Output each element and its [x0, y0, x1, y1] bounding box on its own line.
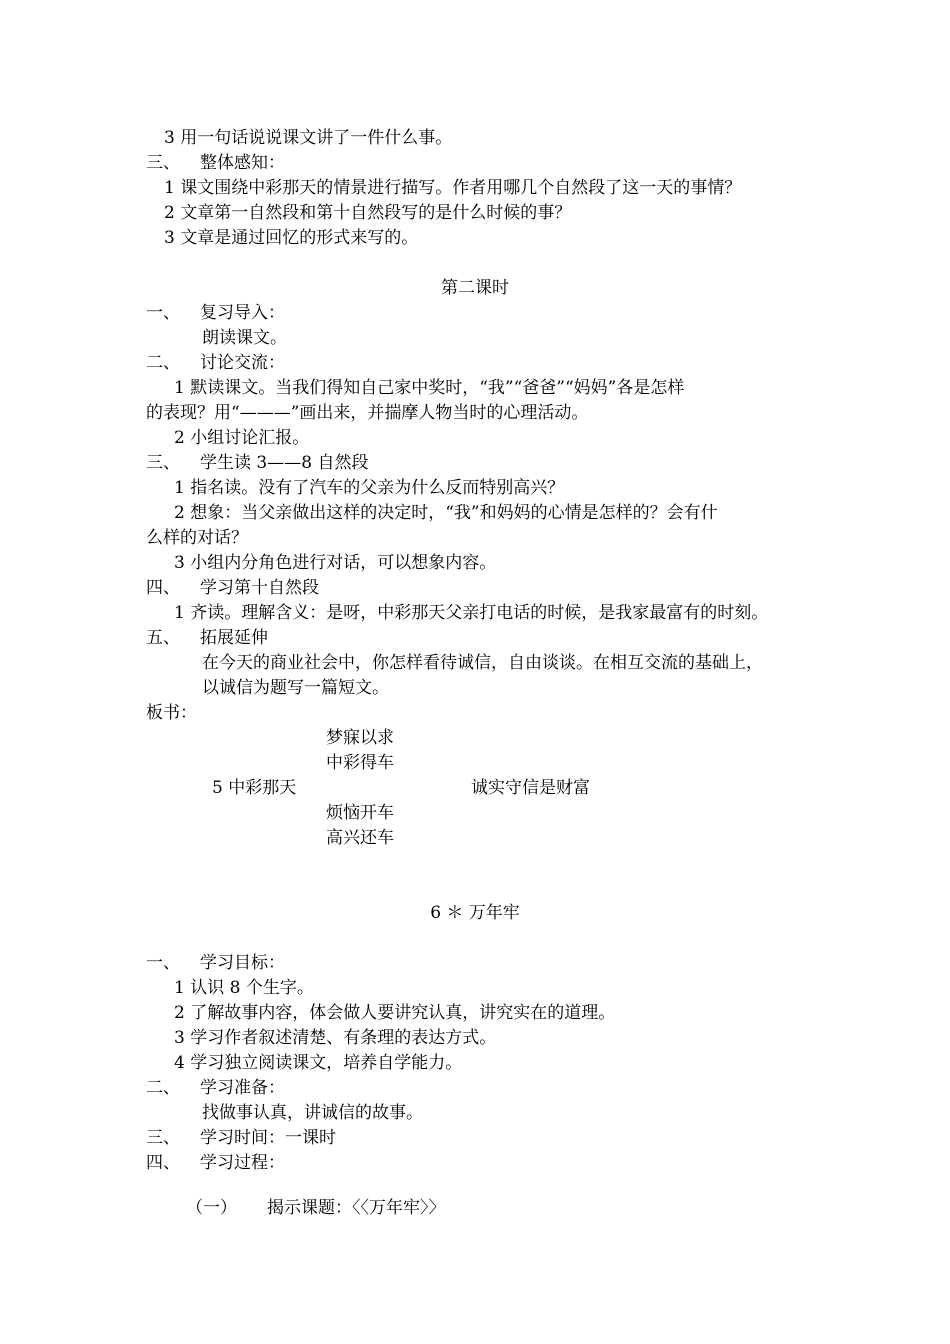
section-heading	[146, 301, 285, 325]
section-heading	[146, 1151, 285, 1175]
text-line: 3 学习作者叙述清楚、有条理的表达方式。	[174, 1028, 497, 1048]
board-item: 烦恼开车	[326, 803, 394, 823]
section-heading	[146, 626, 268, 650]
section-number: 二、	[146, 1078, 180, 1098]
board-item: 梦寐以求	[326, 728, 394, 748]
text-line: 3 小组内分角色进行对话，可以想象内容。	[174, 553, 497, 573]
section-title: 学生读 3——8 自然段	[200, 453, 369, 473]
section-heading	[146, 951, 285, 975]
text-line: 2 了解故事内容，体会做人要讲究认真，讲究实在的道理。	[174, 1003, 616, 1023]
section-number: 五、	[146, 628, 180, 648]
section-title: 拓展延伸	[200, 628, 268, 648]
lesson-title: 6 ＊ 万年牢	[430, 903, 520, 923]
section-number: 四、	[146, 578, 180, 598]
board-title: 5 中彩那天	[212, 778, 297, 798]
text-line: 的表现？用“———”画出来，并揣摩人物当时的心理活动。	[146, 403, 589, 423]
text-line: 朗读课文。	[202, 328, 287, 348]
section-number: 二、	[146, 353, 180, 373]
section-heading	[146, 576, 319, 600]
text-line: 找做事认真，讲诚信的故事。	[202, 1103, 423, 1123]
board-label: 板书：	[146, 703, 197, 723]
subsection-title: 揭示课题：〈〈万年牢〉〉	[267, 1198, 446, 1218]
text-line: 3 文章是通过回忆的形式来写的。	[164, 228, 419, 248]
text-line: 1 认识 8 个生字。	[174, 978, 314, 998]
section-heading	[146, 151, 285, 175]
subsection-heading	[186, 1196, 446, 1220]
section-number: 三、	[146, 1128, 180, 1148]
board-conclusion: 诚实守信是财富	[471, 778, 590, 798]
lesson-title: 第二课时	[441, 278, 509, 298]
section-title: 学习时间：一课时	[200, 1128, 336, 1148]
text-line: 3 用一句话说说课文讲了一件什么事。	[164, 128, 453, 148]
section-number: 一、	[146, 303, 180, 323]
section-title: 学习过程：	[200, 1153, 285, 1173]
text-line: 在今天的商业社会中，你怎样看待诚信，自由谈谈。在相互交流的基础上，	[202, 653, 763, 673]
section-number: 一、	[146, 953, 180, 973]
subsection-number: （一）	[186, 1198, 237, 1218]
text-line: 4 学习独立阅读课文，培养自学能力。	[174, 1053, 463, 1073]
text-line: 1 默读课文。当我们得知自己家中奖时，“我”“爸爸”“妈妈”各是怎样	[174, 378, 685, 398]
section-title: 复习导入：	[200, 303, 285, 323]
section-heading	[146, 451, 368, 475]
text-line: 1 齐读。理解含义：是呀，中彩那天父亲打电话的时候，是我家最富有的时刻。	[174, 603, 769, 623]
text-line: 2 想象：当父亲做出这样的决定时，“我”和妈妈的心情是怎样的？会有什	[174, 503, 718, 523]
section-title: 整体感知：	[200, 153, 285, 173]
section-title: 学习目标：	[200, 953, 285, 973]
section-title: 学习第十自然段	[200, 578, 319, 598]
section-number: 三、	[146, 453, 180, 473]
text-line: 2 文章第一自然段和第十自然段写的是什么时候的事？	[164, 203, 572, 223]
board-item: 中彩得车	[326, 753, 394, 773]
section-heading	[146, 351, 285, 375]
section-number: 三、	[146, 153, 180, 173]
section-heading	[146, 1076, 285, 1100]
text-line: 么样的对话？	[146, 528, 248, 548]
section-title: 学习准备：	[200, 1078, 285, 1098]
text-line: 1 课文围绕中彩那天的情景进行描写。作者用哪几个自然段了这一天的事情？	[164, 178, 742, 198]
text-line: 以诚信为题写一篇短文。	[202, 678, 389, 698]
section-title: 讨论交流：	[200, 353, 285, 373]
section-number: 四、	[146, 1153, 180, 1173]
text-line: 2 小组讨论汇报。	[174, 428, 310, 448]
text-line: 1 指名读。没有了汽车的父亲为什么反而特别高兴？	[174, 478, 565, 498]
board-item: 高兴还车	[326, 828, 394, 848]
section-heading	[146, 1126, 336, 1150]
